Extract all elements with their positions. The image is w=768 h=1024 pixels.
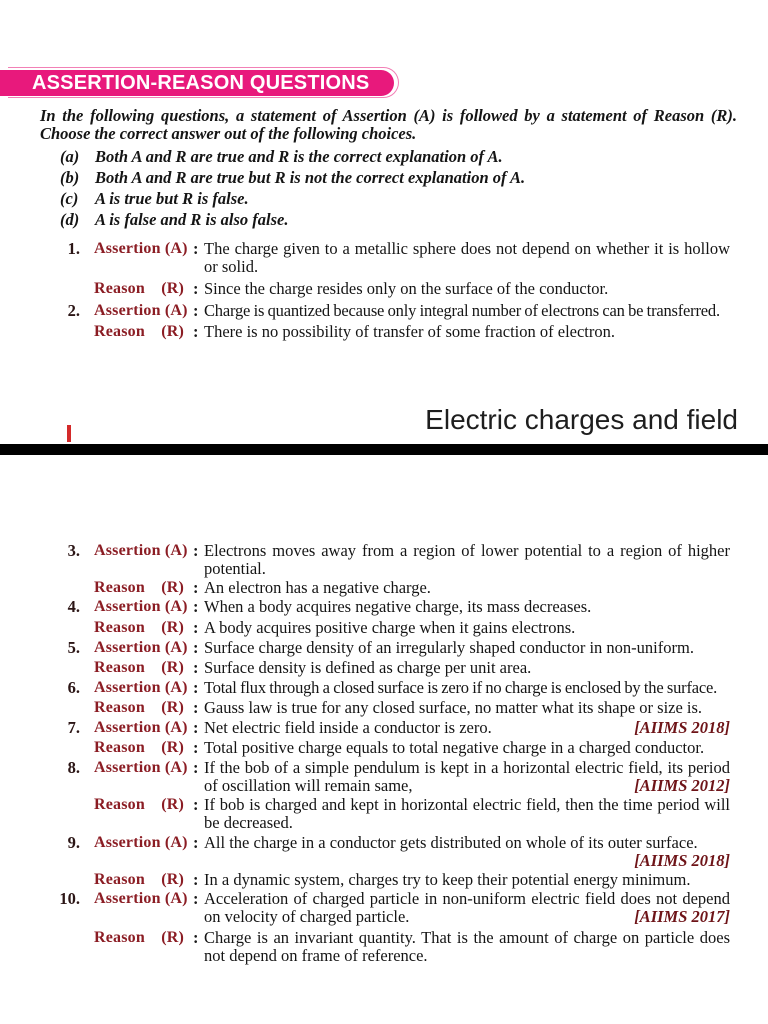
- assertion-label: Assertion (A): [94, 542, 188, 559]
- reason-text: Gauss law is true for any closed surface, no matter what its shape or size is.: [204, 698, 703, 717]
- reason-label-word: Reason: [94, 796, 145, 813]
- question-2-reason-row: [0, 323, 768, 341]
- assertion-text: Electrons moves away from a region of lower potential to a region of higher potential.: [204, 541, 730, 578]
- reason-label: [94, 280, 184, 298]
- reason-text: Total positive charge equals to total negative charge in a charged conductor.: [204, 738, 705, 757]
- separator-colon: :: [193, 833, 199, 852]
- question-number: 5.: [67, 638, 80, 657]
- question-1-reason-row: [0, 280, 768, 298]
- assertion-label: Assertion (A): [94, 890, 188, 907]
- separator-colon: :: [193, 597, 199, 616]
- choice-b: [60, 169, 740, 187]
- question-9-assertion-row: [0, 833, 768, 870]
- reason-label: [94, 739, 184, 757]
- question-4-assertion-row: [0, 598, 768, 616]
- question-3-assertion-row: [0, 541, 768, 578]
- accent-mark: [67, 425, 71, 442]
- reason-text: In a dynamic system, charges try to keep their potential energy minimum.: [204, 870, 691, 889]
- reason-text: Since the charge resides only on the surface of the conductor.: [204, 279, 609, 298]
- choice-d: [60, 211, 740, 229]
- assertion-label: Assertion (A): [94, 719, 188, 736]
- choice-text: A is true but R is false.: [95, 189, 249, 208]
- reason-text: Surface density is defined as charge per unit area.: [204, 658, 532, 677]
- instructions-paragraph: In the following questions, a statement of Assertion (A) is followed by a statement of Reason (R). Choose the correct answer out of the following choices.: [40, 106, 737, 143]
- assertion-label: Assertion (A): [94, 240, 188, 257]
- choice-label: (c): [60, 189, 79, 208]
- reason-label-word: Reason: [94, 619, 145, 636]
- reason-label-tag: (R): [161, 929, 184, 946]
- reason-text: There is no possibility of transfer of some fraction of electron.: [204, 322, 616, 341]
- choice-text: A is false and R is also false.: [95, 210, 289, 229]
- reason-label-tag: (R): [161, 739, 184, 756]
- question-1-assertion-row: [0, 239, 768, 276]
- reason-label-word: Reason: [94, 579, 145, 596]
- exam-source-tag: [AIIMS 2018]: [634, 850, 730, 870]
- assertion-label: Assertion (A): [94, 834, 188, 851]
- separator-colon: :: [193, 870, 199, 889]
- separator-colon: :: [193, 795, 199, 814]
- separator-colon: :: [193, 301, 199, 320]
- question-number: 1.: [67, 239, 80, 258]
- assertion-text: [204, 759, 730, 794]
- reason-label-word: Reason: [94, 929, 145, 946]
- reason-label: [94, 871, 184, 889]
- question-number: 7.: [67, 718, 80, 737]
- choice-a: [60, 148, 740, 166]
- separator-colon: :: [193, 541, 199, 560]
- reason-text: If bob is charged and kept in horizontal electric field, then the time period will be decreased.: [204, 795, 730, 832]
- assertion-label: Assertion (A): [94, 679, 188, 696]
- question-7-assertion-row: [0, 719, 768, 737]
- question-number: 9.: [67, 833, 80, 852]
- assertion-text: Surface charge density of an irregularly shaped conductor in non-uniform.: [204, 638, 694, 657]
- reason-label-word: Reason: [94, 323, 145, 340]
- separator-colon: :: [193, 758, 199, 777]
- question-number: 10.: [59, 889, 80, 908]
- reason-label-word: Reason: [94, 659, 145, 676]
- reason-label-word: Reason: [94, 739, 145, 756]
- exam-source-tag: [AIIMS 2017]: [634, 906, 730, 926]
- reason-label: [94, 659, 184, 677]
- question-number: 8.: [67, 758, 80, 777]
- separator-colon: :: [193, 928, 199, 947]
- question-4-reason-row: [0, 619, 768, 637]
- assertion-statement: Acceleration of charged particle in non-uniform electric field does not depend on velocity of charged particle.: [204, 889, 730, 926]
- separator-colon: :: [193, 239, 199, 258]
- reason-text: A body acquires positive charge when it gains electrons.: [204, 618, 576, 637]
- reason-label-tag: (R): [161, 699, 184, 716]
- reason-label: [94, 323, 184, 341]
- assertion-text: Total flux through a closed surface is zero if no charge is enclosed by the surface.: [204, 678, 718, 697]
- choice-label: (d): [60, 210, 80, 229]
- separator-colon: :: [193, 638, 199, 657]
- separator-colon: :: [193, 658, 199, 677]
- reason-label-word: Reason: [94, 280, 145, 297]
- separator-colon: :: [193, 698, 199, 717]
- question-2-assertion-row: [0, 302, 768, 320]
- separator-colon: :: [193, 889, 199, 908]
- chapter-header: Electric charges and field: [425, 404, 738, 435]
- question-3-reason-row: [0, 579, 768, 597]
- assertion-statement: All the charge in a conductor gets distributed on whole of its outer surface.: [204, 833, 698, 852]
- assertion-text: [204, 890, 730, 925]
- assertion-text: [204, 719, 730, 737]
- reason-label-tag: (R): [161, 579, 184, 596]
- question-7-reason-row: [0, 739, 768, 757]
- header-rule: [0, 444, 768, 455]
- question-number: 3.: [67, 541, 80, 560]
- separator-colon: :: [193, 678, 199, 697]
- reason-label: [94, 929, 184, 947]
- exam-source-tag: [AIIMS 2018]: [634, 718, 730, 737]
- assertion-text: The charge given to a metallic sphere does not depend on whether it is hollow or solid.: [204, 239, 730, 276]
- question-10-assertion-row: [0, 889, 768, 926]
- reason-text: An electron has a negative charge.: [204, 578, 431, 597]
- assertion-label: Assertion (A): [94, 598, 188, 615]
- assertion-text: When a body acquires negative charge, its mass decreases.: [204, 597, 592, 616]
- question-5-reason-row: [0, 659, 768, 677]
- question-6-reason-row: [0, 699, 768, 717]
- reason-label: [94, 796, 184, 814]
- question-8-assertion-row: [0, 758, 768, 795]
- separator-colon: :: [193, 279, 199, 298]
- reason-text: Charge is an invariant quantity. That is the amount of charge on particle does not depend on frame of reference.: [204, 928, 730, 965]
- question-6-assertion-row: [0, 679, 768, 697]
- question-number: 6.: [67, 678, 80, 697]
- assertion-label: Assertion (A): [94, 302, 188, 319]
- reason-label-tag: (R): [161, 659, 184, 676]
- reason-label: [94, 579, 184, 597]
- reason-label-tag: (R): [161, 280, 184, 297]
- question-5-assertion-row: [0, 639, 768, 657]
- choice-label: (b): [60, 168, 80, 187]
- separator-colon: :: [193, 718, 199, 737]
- reason-label: [94, 619, 184, 637]
- choice-c: [60, 190, 740, 208]
- assertion-label: Assertion (A): [94, 639, 188, 656]
- assertion-statement: If the bob of a simple pendulum is kept in a horizontal electric field, its period of oscillation will remain same,: [204, 758, 730, 795]
- separator-colon: :: [193, 618, 199, 637]
- choice-text: Both A and R are true and R is the correct explanation of A.: [95, 147, 503, 166]
- reason-label: [94, 699, 184, 717]
- question-8-reason-row: [0, 795, 768, 832]
- exam-source-tag: [AIIMS 2012]: [634, 775, 730, 795]
- question-9-reason-row: [0, 871, 768, 889]
- question-number: 4.: [67, 597, 80, 616]
- assertion-text: Charge is quantized because only integral number of electrons can be transferred.: [204, 301, 720, 320]
- assertion-statement: Net electric field inside a conductor is zero.: [204, 718, 492, 737]
- separator-colon: :: [193, 738, 199, 757]
- separator-colon: :: [193, 578, 199, 597]
- assertion-label: Assertion (A): [94, 759, 188, 776]
- assertion-text: [204, 834, 730, 869]
- reason-label-tag: (R): [161, 619, 184, 636]
- choice-label: (a): [60, 147, 80, 166]
- question-10-reason-row: [0, 928, 768, 965]
- reason-label-tag: (R): [161, 871, 184, 888]
- reason-label-word: Reason: [94, 699, 145, 716]
- reason-label-word: Reason: [94, 871, 145, 888]
- reason-label-tag: (R): [161, 796, 184, 813]
- separator-colon: :: [193, 322, 199, 341]
- choice-text: Both A and R are true but R is not the correct explanation of A.: [95, 168, 526, 187]
- section-banner-title: ASSERTION-REASON QUESTIONS: [32, 72, 370, 94]
- question-number: 2.: [67, 301, 80, 320]
- reason-label-tag: (R): [161, 323, 184, 340]
